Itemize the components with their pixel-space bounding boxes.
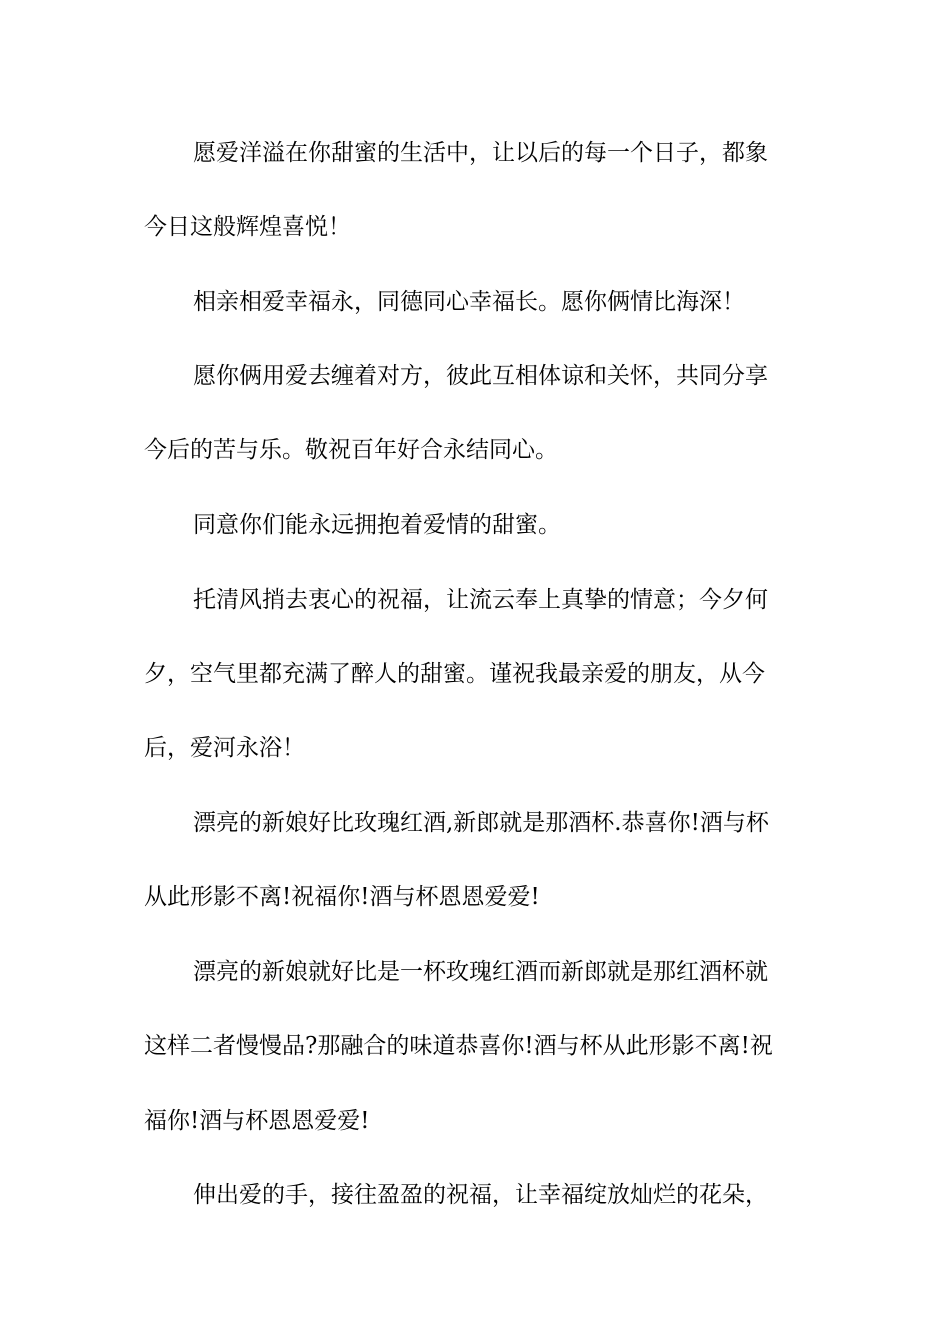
paragraph-5-line-1: 托清风捎去衷心的祝福，让流云奉上真挚的情意；今夕何 xyxy=(193,587,768,613)
paragraph-3-line-1: 愿你俩用爱去缠着对方，彼此互相体谅和关怀，共同分享 xyxy=(193,363,768,389)
paragraph-5-line-3: 后，爱河永浴！ xyxy=(144,735,305,761)
paragraph-7-line-2: 这样二者慢慢品?那融合的味道恭喜你!酒与杯从此形影不离!祝 xyxy=(144,1033,773,1059)
paragraph-2-line-1: 相亲相爱幸福永，同德同心幸福长。愿你俩情比海深！ xyxy=(193,289,745,315)
paragraph-7-line-1: 漂亮的新娘就好比是一杯玫瑰红酒而新郎就是那红酒杯就 xyxy=(193,959,768,985)
paragraph-6-line-2: 从此形影不离!祝福你!酒与杯恩恩爱爱! xyxy=(144,884,540,910)
paragraph-3-line-2: 今后的苦与乐。敬祝百年好合永结同心。 xyxy=(144,437,558,463)
paragraph-8-line-1: 伸出爱的手，接往盈盈的祝福，让幸福绽放灿烂的花朵， xyxy=(193,1182,768,1208)
paragraph-5-line-2: 夕，空气里都充满了醉人的甜蜜。谨祝我最亲爱的朋友，从今 xyxy=(144,661,765,687)
paragraph-1-line-1: 愿爱洋溢在你甜蜜的生活中，让以后的每一个日子，都象 xyxy=(193,140,768,166)
paragraph-7-line-3: 福你!酒与杯恩恩爱爱! xyxy=(144,1108,370,1134)
paragraph-1-line-2: 今日这般辉煌喜悦！ xyxy=(144,214,351,240)
paragraph-6-line-1: 漂亮的新娘好比玫瑰红酒,新郎就是那酒杯.恭喜你!酒与杯 xyxy=(193,810,769,836)
paragraph-4-line-1: 同意你们能永远拥抱着爱情的甜蜜。 xyxy=(193,512,561,538)
